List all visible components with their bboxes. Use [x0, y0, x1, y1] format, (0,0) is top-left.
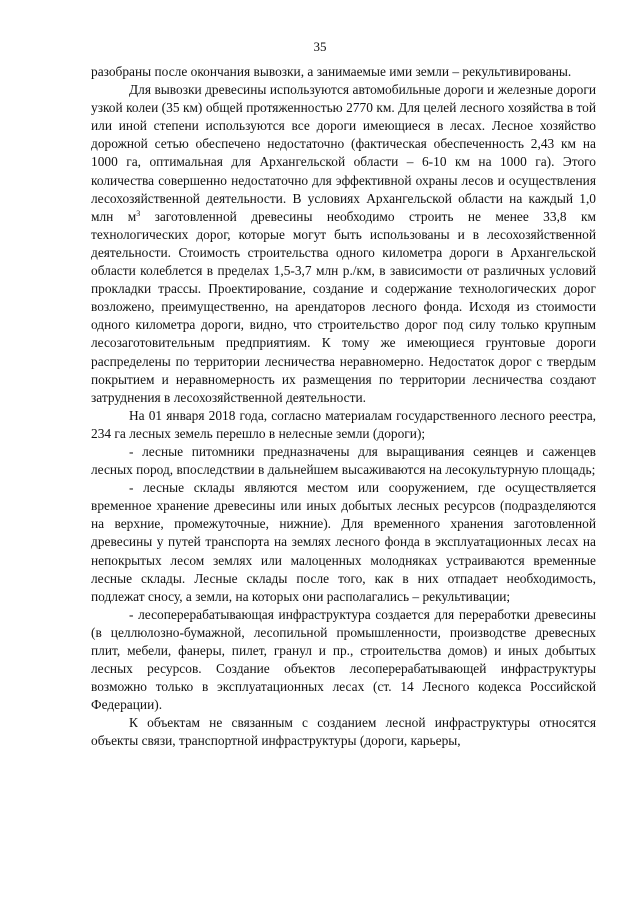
document-body	[91, 63, 596, 751]
paragraph-non-forest-objects: К объектам не связанным с созданием лесной инфраструктуры относятся объекты связи, транспортной инфраструктуры (дороги, карьеры,	[91, 715, 596, 749]
list-item-nurseries: - лесные питомники предназначены для выращивания сеянцев и саженцев лесных пород, впоследствии в дальнейшем высаживаются на лесокультурную площадь;	[91, 443, 596, 478]
cubic-superscript: 3	[136, 208, 141, 218]
page-number: 35	[313, 39, 327, 54]
paragraph-continuation: разобраны после окончания вывозки, а занимаемые ими земли – рекультивированы.	[91, 64, 572, 79]
paragraph-land-registry: На 01 января 2018 года, согласно материалам государственного лесного реестра, 234 га лесных земель перешло в нелесные земли (дороги);	[91, 407, 596, 441]
paragraph-roads-text-start: Для вывозки древесины используются автомобильные дороги и железные дороги узкой колеи (35 км) общей протяженностью 2770 км. Для целей лесного хозяйства в той или иной степени используются все дороги имеющиеся в лесах. Лесное хозяйство дорожной сетью обеспечено недостаточно (фактическая обеспеченность 2,43 км на 1000 га, оптимальная для Архангельской области – 6-10 км на 1000 га). Этого количества совершенно недостаточно для эффективной охраны лесов и осуществления лесохозяйственной деятельности. В условиях Архангельской области на каждый 1,0 млн м	[91, 82, 596, 224]
list-item-processing-infrastructure: - лесоперерабатывающая инфраструктура создается для переработки древесины (в целлюлозно-бумажной, лесопильной промышленности, производстве древесных плит, мебели, фанеры, пилет, гранул и пр., строительства домов) и иных добытых лесных ресурсов. Создание объектов лесоперерабатывающей инфраструктуры возможно только в эксплуатационных лесах (ст. 14 Лесного кодекса Российской Федерации).	[91, 606, 596, 713]
paragraph-roads	[91, 81, 596, 407]
list-item-warehouses: - лесные склады являются местом или сооружением, где осуществляется временное хранение древесины или иных добытых лесных ресурсов (подразделяются на верхние, промежуточные, нижние). Для временного хранения заготовленной древесины у путей транспорта на землях лесного фонда в эксплуатационных лесах на непокрытых лесом землях или малоценных молодняках устраиваются временные лесные склады. Лесные склады после того, как в них отпадает необходимость, подлежат сносу, а земли, на которых они располагались – рекультивации;	[91, 480, 596, 604]
paragraph-roads-text-end: заготовленной древесины необходимо строить не менее 33,8 км технологических дорог, которые могут быть использованы и в лесохозяйственной деятельности. Стоимость строительства одного километра дороги в Архангельской области колеблется в пределах 1,5-3,7 млн р./км, в зависимости от различных условий прокладки трассы. Проектирование, создание и содержание технологических дорог возложено, преимущественно, на арендаторов лесного фонда. Исходя из стоимости одного километра дороги, видно, что строительство дорог под силу только крупным лесозаготовительным предприятиям. К тому же имеющиеся грунтовые дороги распределены по территории лесничества неравномерно. Недостаток дорог с твердым покрытием и неравномерность их размещения по территории лесничества создают затруднения в лесохозяйственной деятельности.	[91, 208, 596, 405]
